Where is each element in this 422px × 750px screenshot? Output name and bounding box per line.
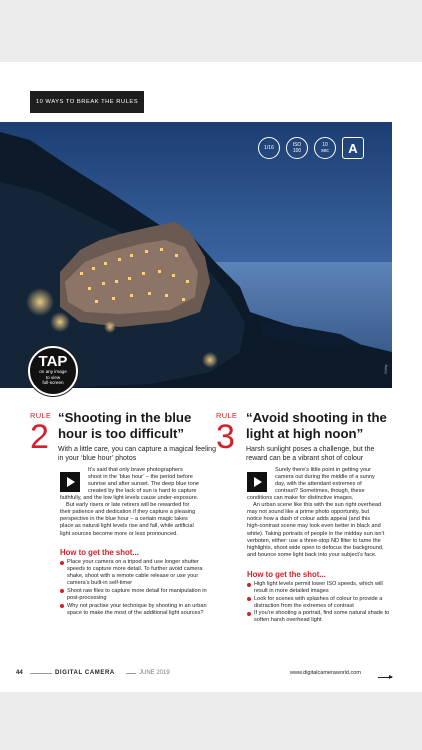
rule-3-body-line: day, with the attendant extremes of xyxy=(275,481,362,488)
rule-2-body-line: shoot in the ‘blue hour’ – the period before xyxy=(88,474,193,481)
rule-2-body-line: It’s said that only brave photographers xyxy=(88,467,183,473)
rule-3-body-line: and bounce some light back into your subject’s face. xyxy=(247,551,377,558)
rule-2-standfirst: With a little care, you can capture a magical feeling in your ‘blue hour’ photos xyxy=(58,446,216,462)
rule-3-body-line: highlights, shoot wide open to defocus the background, xyxy=(247,544,384,551)
rule-3-body-line: contrast? Sometimes, though, these xyxy=(275,488,365,494)
rule-2-body-b xyxy=(60,488,208,538)
rule-2-body-line: But early risers or late retirers will be rewarded for xyxy=(66,502,190,509)
rule-2-tips xyxy=(60,559,208,617)
rule-3-body-line: Surely there’s little point in getting your xyxy=(275,467,371,473)
timer-icon: 10 sec xyxy=(314,137,336,159)
rule-3-body-line: white). Taking portraits of people in the midday sun isn’t xyxy=(247,530,385,537)
magazine-page xyxy=(0,62,422,692)
magazine-name: DIGITAL CAMERA xyxy=(55,670,115,676)
rule-2-headline-line-2: hour is too difficult” xyxy=(58,425,184,441)
rule-2-number: 2 xyxy=(30,418,49,456)
tap-sub-1: on any image xyxy=(39,369,67,374)
rule-3-body-b xyxy=(247,488,395,559)
rule-2-body-line: place as natural light levels rise and fall, while artificial xyxy=(60,523,194,530)
rule-3-headline xyxy=(246,410,396,441)
shutter-speed-icon: 1/16 xyxy=(258,137,280,159)
list-item: Look for scenes with splashes of colour to provide a distraction from the extremes of contrast xyxy=(247,596,395,610)
footer-rule xyxy=(30,673,52,674)
rule-2-label: RULE xyxy=(30,411,52,420)
rule-2-body-line: faithfully, and the low light levels cause under-exposure. xyxy=(60,495,199,502)
rule-3-label: RULE xyxy=(216,411,238,420)
rule-2-headline-line-1: “Shooting in the blue xyxy=(58,410,192,425)
rule-3-subhead: How to get the shot... xyxy=(247,570,326,579)
rule-3-body-line: An urban scene like this with the sun right overhead xyxy=(253,502,382,509)
next-page-arrow-icon[interactable] xyxy=(378,677,392,678)
rule-2-body-a xyxy=(88,467,206,488)
footer-rule xyxy=(126,673,136,674)
rule-3-body-line: high-contrast scene may look even better in black and xyxy=(247,523,381,530)
page-number: 44 xyxy=(16,670,23,676)
rule-3-body-line: may not sound like a prime photo opportunity, but xyxy=(247,509,370,516)
issue-date: JUNE 2019 xyxy=(139,670,170,676)
rule-2-body-line: perspective in the blue hour – a certain magic takes xyxy=(60,516,188,523)
list-item: Why not practise your technique by shooting in an urban space to make the most of the additional light sources? xyxy=(60,603,208,617)
rule-2-subhead: How to get the shot... xyxy=(60,548,139,557)
rule-3-standfirst: Harsh sunlight poses a challenge, but the reward can be a vibrant shot of colour xyxy=(246,446,375,462)
section-tag: 10 WAYS TO BREAK THE RULES xyxy=(30,91,144,113)
tap-to-view-button[interactable] xyxy=(28,346,78,396)
rule-2-body-line: created by the lack of sun is hard to capture xyxy=(88,488,197,494)
list-item: Shoot raw files to capture more detail for manipulation in post-processing xyxy=(60,588,208,602)
rule-3-headline-line-2: light at high noon” xyxy=(246,425,364,441)
iso-icon: ISO 100 xyxy=(286,137,308,159)
list-item: Place your camera on a tripod and use longer shutter speeds to capture more detail. To further avoid camera shake, shoot with a remote cable release or use your camera’s built-in self-timer xyxy=(60,559,208,587)
website-link[interactable]: www.digitalcameraworld.com xyxy=(290,670,361,676)
exif-readout xyxy=(258,134,364,162)
rule-3-headline-line-1: “Avoid shooting in the xyxy=(246,410,387,425)
rule-3-body-line: conditions can make for distinctive images. xyxy=(247,495,354,502)
tap-sub-2: to view xyxy=(45,374,61,380)
tap-sub-3: full-screen xyxy=(42,380,64,385)
rule-3-body-line: camera out during the middle of a sunny xyxy=(275,474,375,481)
rule-2-headline xyxy=(58,410,218,441)
rule-3-number: 3 xyxy=(216,418,235,456)
tap-title: TAP xyxy=(38,353,68,370)
rule-3-body-line: notice how a dash of colour adds appeal (and this xyxy=(247,516,371,523)
rule-2-body-line: light sources become more or less pronounced. xyxy=(60,530,178,537)
rule-3-tips xyxy=(247,581,395,625)
aperture-mode-icon: A xyxy=(342,137,364,159)
list-item: If you’re shooting a portrait, find some natural shade to soften harsh overhead light xyxy=(247,610,395,624)
photo-credit: Getty xyxy=(383,364,388,374)
rule-2-body-line: their patience and dedication if they capture a pleasing xyxy=(60,509,196,516)
rule-2-body-line: sunrise and after sunset. The deep blue tone xyxy=(88,481,199,488)
rule-3-body-a xyxy=(275,467,393,488)
rule-3-body-line: verboten, either: use a three-stop ND filter to tame the xyxy=(247,537,381,544)
list-item: High light levels permit lower ISO speeds, which will result in more detailed images xyxy=(247,581,395,595)
